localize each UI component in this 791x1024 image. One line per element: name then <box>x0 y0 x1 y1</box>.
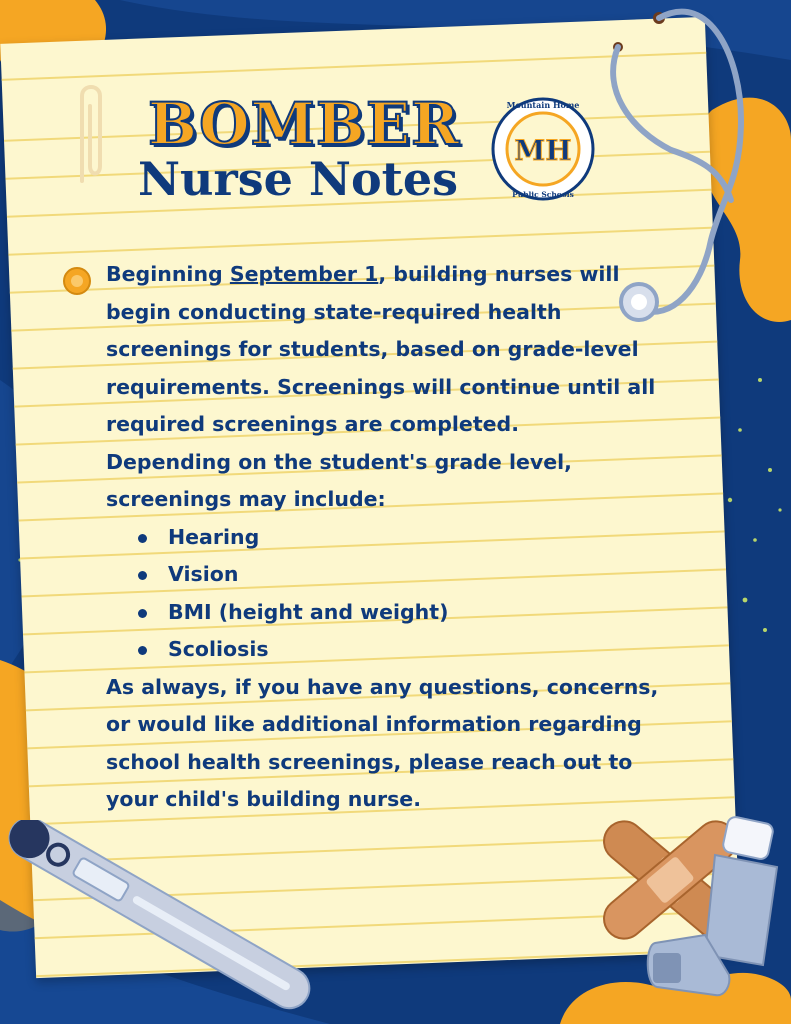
start-date: September 1 <box>229 262 379 286</box>
notice-body <box>106 256 681 819</box>
logo-bottom-text: Public Schools <box>512 190 574 199</box>
list-item: Vision <box>136 556 681 594</box>
title-bomber: BOMBER <box>148 90 461 158</box>
notice-closing: As always, if you have any questions, concerns, or would like additional information regarding school health screenings, please reach out to your child's building nurse. <box>106 674 659 811</box>
title-nurse-notes: Nurse Notes <box>138 152 459 206</box>
intro-prefix: Beginning <box>106 262 230 286</box>
list-item: Scoliosis <box>136 631 681 669</box>
notice-intro <box>106 256 681 444</box>
district-logo <box>490 96 596 202</box>
logo-monogram: MH <box>514 134 572 167</box>
screenings-list <box>106 519 681 669</box>
bullet-pin-icon <box>62 266 92 296</box>
intro-suffix: , building nurses will begin conducting state-required health screenings for students, based on grade-level requirements. Screenings will continue until all required screenings are completed. <box>106 262 656 436</box>
logo-top-text: Mountain Home <box>506 100 580 110</box>
notice-lead-in: Depending on the student's grade level, screenings may include: <box>106 449 572 511</box>
list-item: Hearing <box>136 519 681 557</box>
list-item: BMI (height and weight) <box>136 594 681 632</box>
